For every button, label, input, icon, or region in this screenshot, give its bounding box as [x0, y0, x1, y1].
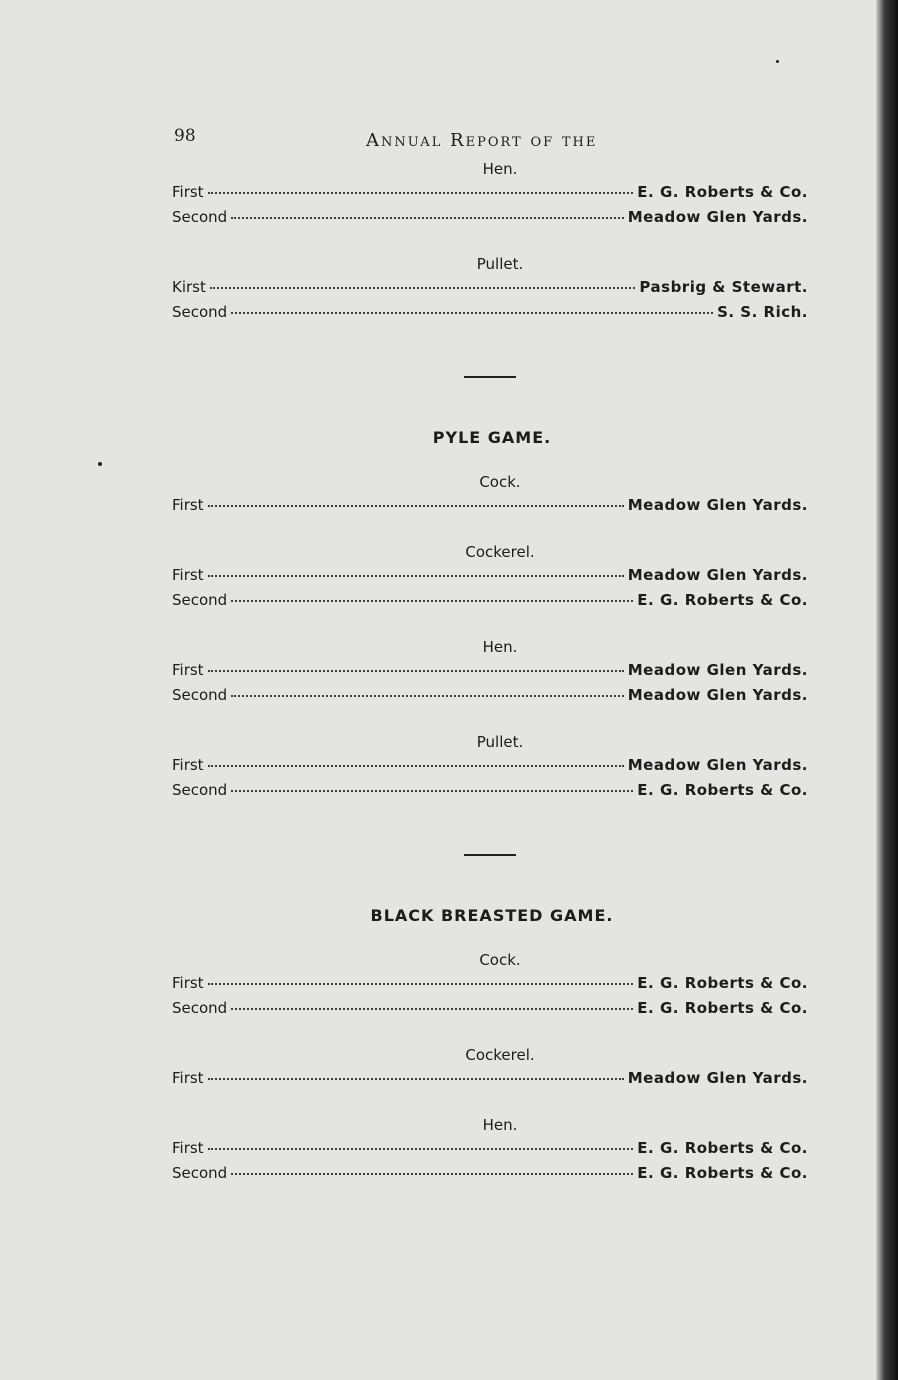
- dot-leader: [208, 983, 634, 985]
- class-group: [160, 1046, 820, 1094]
- breed-section: [160, 428, 820, 806]
- class-group: [160, 543, 820, 616]
- award-winner: Meadow Glen Yards.: [627, 566, 808, 584]
- award-entry: [160, 496, 820, 521]
- class-title: Cockerel.: [465, 543, 535, 561]
- section-title: PYLE GAME.: [432, 428, 552, 447]
- award-winner: E. G. Roberts & Co.: [637, 183, 808, 201]
- award-place: First: [172, 496, 204, 514]
- award-winner: E. G. Roberts & Co.: [637, 1139, 808, 1157]
- award-place: First: [172, 756, 204, 774]
- class-group: [160, 473, 820, 521]
- class-title: Pullet.: [476, 733, 524, 751]
- dot-leader: [231, 695, 624, 697]
- class-group: [160, 951, 820, 1024]
- award-entry: [160, 1139, 820, 1164]
- award-winner: E. G. Roberts & Co.: [637, 974, 808, 992]
- award-place: Second: [172, 686, 228, 704]
- award-place: Second: [172, 781, 228, 799]
- dot-leader: [231, 790, 633, 792]
- award-place: First: [172, 1069, 204, 1087]
- award-winner: S. S. Rich.: [717, 303, 808, 321]
- class-title: Cock.: [479, 473, 521, 491]
- award-place: Second: [172, 1164, 228, 1182]
- award-listing: [160, 160, 820, 1189]
- section-divider: [464, 854, 516, 856]
- award-entry: [160, 183, 820, 208]
- class-title: Hen.: [482, 1116, 518, 1134]
- class-group: [160, 255, 820, 328]
- dot-leader: [231, 1173, 633, 1175]
- award-place: First: [172, 566, 204, 584]
- dot-leader: [231, 600, 633, 602]
- award-entry: [160, 999, 820, 1024]
- print-speck: [776, 60, 779, 63]
- award-entry: [160, 661, 820, 686]
- dot-leader: [208, 1148, 634, 1150]
- award-winner: Meadow Glen Yards.: [627, 686, 808, 704]
- section-divider: [464, 376, 516, 378]
- dot-leader: [208, 575, 624, 577]
- award-place: First: [172, 183, 204, 201]
- award-winner: Meadow Glen Yards.: [627, 208, 808, 226]
- class-title: Pullet.: [476, 255, 524, 273]
- award-entry: [160, 591, 820, 616]
- class-group: [160, 638, 820, 711]
- award-place: First: [172, 974, 204, 992]
- class-group: [160, 1116, 820, 1189]
- dot-leader: [208, 505, 624, 507]
- class-title: Hen.: [482, 638, 518, 656]
- award-winner: E. G. Roberts & Co.: [637, 999, 808, 1017]
- award-entry: [160, 781, 820, 806]
- dot-leader: [231, 1008, 633, 1010]
- page-header: [160, 120, 820, 160]
- document-page: [160, 120, 820, 1211]
- class-group: [160, 733, 820, 806]
- dot-leader: [231, 217, 624, 219]
- award-winner: Meadow Glen Yards.: [627, 1069, 808, 1087]
- award-winner: Pasbrig & Stewart.: [639, 278, 808, 296]
- award-place: Second: [172, 208, 228, 226]
- section-title: BLACK BREASTED GAME.: [370, 906, 614, 925]
- print-speck: [98, 462, 102, 466]
- award-entry: [160, 1069, 820, 1094]
- award-winner: Meadow Glen Yards.: [627, 496, 808, 514]
- award-place: First: [172, 1139, 204, 1157]
- award-entry: [160, 566, 820, 591]
- page-edge-shadow: [876, 0, 898, 1380]
- award-place: Second: [172, 303, 228, 321]
- award-entry: [160, 756, 820, 781]
- award-entry: [160, 303, 820, 328]
- award-entry: [160, 278, 820, 303]
- award-entry: [160, 208, 820, 233]
- class-title: Hen.: [482, 160, 518, 178]
- dot-leader: [208, 192, 634, 194]
- award-entry: [160, 686, 820, 711]
- dot-leader: [210, 287, 636, 289]
- award-winner: Meadow Glen Yards.: [627, 661, 808, 679]
- class-title: Cock.: [479, 951, 521, 969]
- running-head: Annual Report of the: [366, 130, 598, 151]
- award-winner: E. G. Roberts & Co.: [637, 1164, 808, 1182]
- dot-leader: [231, 312, 713, 314]
- award-place: Kirst: [172, 278, 206, 296]
- award-entry: [160, 1164, 820, 1189]
- award-winner: E. G. Roberts & Co.: [637, 591, 808, 609]
- breed-section: [160, 160, 820, 328]
- breed-section: [160, 906, 820, 1189]
- award-winner: E. G. Roberts & Co.: [637, 781, 808, 799]
- award-place: Second: [172, 999, 228, 1017]
- dot-leader: [208, 1078, 624, 1080]
- dot-leader: [208, 670, 624, 672]
- class-title: Cockerel.: [465, 1046, 535, 1064]
- award-entry: [160, 974, 820, 999]
- class-group: [160, 160, 820, 233]
- award-place: First: [172, 661, 204, 679]
- award-place: Second: [172, 591, 228, 609]
- page-number: 98: [174, 126, 196, 146]
- award-winner: Meadow Glen Yards.: [627, 756, 808, 774]
- dot-leader: [208, 765, 624, 767]
